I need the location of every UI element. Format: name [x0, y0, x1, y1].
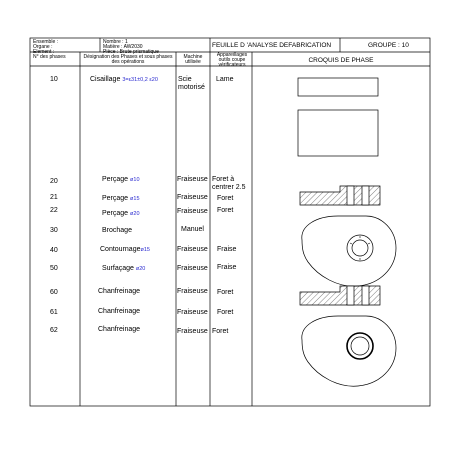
phase-machine: Fraiseuse — [177, 309, 208, 316]
phase-num: 30 — [50, 227, 58, 234]
sheet-title: FEUILLE D 'ANALYSE DEFABRICATION — [212, 42, 332, 49]
sketch-cam-profile — [302, 216, 396, 286]
phase-num: 62 — [50, 327, 58, 334]
phase-tool: Foret — [217, 309, 234, 316]
col-appareillage-header: Appareillages outils coupe vérificateurs — [216, 52, 248, 68]
phase-machine: Fraiseuse — [177, 208, 208, 215]
matiere-label: Matière : AW2030 — [103, 44, 143, 50]
phase-designation: Perçage ø20 — [102, 210, 140, 217]
phase-num: 22 — [50, 207, 58, 214]
phase-designation: Perçage ø10 — [102, 176, 140, 183]
phase-designation: Contournageø15 — [100, 246, 150, 253]
phase-tool: Fraise — [217, 246, 237, 253]
piece-label: Pièce : Brute prismatique — [103, 49, 159, 55]
col-croquis-header: CROQUIS DE PHASE — [308, 57, 374, 64]
phase-tool: Foret — [217, 289, 234, 296]
col-designation-header: Désignation des Phases et sous phases des opérations — [83, 54, 173, 65]
element-label: Element : — [33, 49, 55, 55]
phase-num: 20 — [50, 178, 58, 185]
phase-machine: Fraiseuse — [177, 194, 208, 201]
phase-tool: Fraise — [217, 264, 237, 271]
phase-designation: Chanfreinage — [98, 326, 141, 333]
phase-num: 10 — [50, 76, 58, 83]
phase-designation: Perçage ø15 — [102, 195, 140, 202]
groupe-label: GROUPE : 10 — [368, 42, 409, 49]
phase-machine: Fraiseuse — [177, 288, 208, 295]
sketch-cam-chamfer — [302, 316, 396, 386]
sketch-drilling-section — [300, 186, 380, 205]
sketch-chamfer-section — [300, 286, 380, 305]
phase-machine: Fraiseuse — [177, 176, 208, 183]
phase-designation: Surfaçage ø20 — [102, 265, 146, 272]
phase-tool: Foret — [217, 195, 234, 202]
phase-designation: Chanfreinage — [98, 288, 141, 295]
phase-tool: Foret à centrer 2.5 — [212, 176, 246, 191]
col-num-header: N° des phases — [33, 54, 66, 60]
organe-label: Organe : — [33, 44, 53, 50]
ensemble-label: Ensemble : — [33, 39, 59, 45]
col-machine-header: Machine utilisée — [183, 54, 203, 65]
phase-num: 50 — [50, 265, 58, 272]
sketch-blank-front — [298, 110, 378, 156]
nombre-label: Nombre : 1 — [103, 39, 128, 45]
phase-machine: Fraiseuse — [177, 265, 208, 272]
phase-machine: Manuel — [181, 226, 204, 233]
phase-num: 21 — [50, 194, 58, 201]
phase-machine: Scie motorisé — [178, 76, 205, 91]
phase-tool: Foret — [217, 207, 234, 214]
phase-designation: Cisaillage 3=ε31±0,2 ε20 — [90, 76, 158, 83]
phase-machine: Fraiseuse — [177, 328, 208, 335]
phase-num: 60 — [50, 289, 58, 296]
phase-designation: Brochage — [102, 227, 132, 234]
phase-designation: Chanfreinage — [98, 308, 141, 315]
sketch-blank-top — [298, 78, 378, 96]
phase-num: 40 — [50, 247, 58, 254]
phase-num: 61 — [50, 309, 58, 316]
phase-machine: Fraiseuse — [177, 246, 208, 253]
phase-tool: Foret — [212, 328, 229, 335]
phase-tool: Lame — [216, 76, 234, 83]
